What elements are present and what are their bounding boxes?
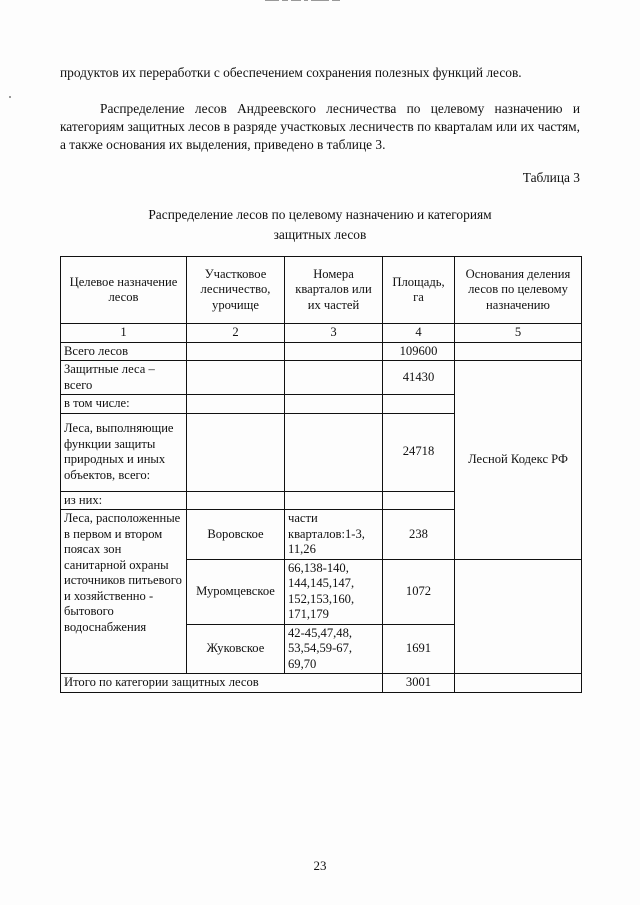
row-label: в том числе: <box>61 395 187 414</box>
forestry-cell: Жуковское <box>187 624 285 674</box>
row-label: Защитные леса – всего <box>61 361 187 395</box>
table-row <box>61 342 582 361</box>
empty-cell <box>187 413 285 491</box>
header-quarters: Номера кварталов или их частей <box>285 257 383 324</box>
scan-dot <box>9 96 11 98</box>
table-caption-line-1: Распределение лесов по целевому назначению и категориям <box>148 207 492 222</box>
column-number: 2 <box>187 324 285 343</box>
area-cell: 238 <box>383 510 455 560</box>
row-label: Леса, выполняющие функции защиты природных и иных объектов, всего: <box>61 413 187 491</box>
forestry-cell: Муромцевское <box>187 559 285 624</box>
row-label: Всего лесов <box>61 342 187 361</box>
header-purpose: Целевое назначение лесов <box>61 257 187 324</box>
basis-cell: Лесной Кодекс РФ <box>455 361 582 560</box>
table-caption-line-2: защитных лесов <box>273 227 367 242</box>
empty-cell <box>285 395 383 414</box>
header-area: Площадь, га <box>383 257 455 324</box>
column-number: 4 <box>383 324 455 343</box>
quarters-cell: 66,138-140, 144,145,147, 152,153,160, 171,179 <box>285 559 383 624</box>
empty-cell <box>383 491 455 510</box>
empty-cell <box>187 361 285 395</box>
column-number: 3 <box>285 324 383 343</box>
empty-cell <box>285 413 383 491</box>
quarters-cell: 42-45,47,48, 53,54,59-67, 69,70 <box>285 624 383 674</box>
empty-cell <box>187 342 285 361</box>
area-cell: 24718 <box>383 413 455 491</box>
table-caption <box>100 205 540 245</box>
empty-cell <box>285 342 383 361</box>
empty-cell <box>285 361 383 395</box>
area-cell: 1072 <box>383 559 455 624</box>
intro-paragraph-2: Распределение лесов Андреевского лесничества по целевому назначению и категориям защитных лесов в разряде участковых лесничеств по кварталам или их частям, а также основания их выделения, приведено в таблице 3. <box>60 101 580 152</box>
header-row <box>61 257 582 324</box>
scan-artifact <box>265 0 365 8</box>
header-basis: Основания деления лесов по целевому назначению <box>455 257 582 324</box>
page-number: 23 <box>313 858 327 873</box>
area-cell: 109600 <box>383 342 455 361</box>
empty-cell <box>455 342 582 361</box>
header-forestry: Участковое лесничество, урочище <box>187 257 285 324</box>
intro-paragraph-1: продуктов их переработки с обеспечением сохранения полезных функций лесов. <box>60 65 522 80</box>
row-label: Итого по категории защитных лесов <box>61 674 383 693</box>
area-cell: 41430 <box>383 361 455 395</box>
empty-cell <box>187 491 285 510</box>
forestry-cell: Воровское <box>187 510 285 560</box>
quarters-cell: части кварталов:1-3, 11,26 <box>285 510 383 560</box>
empty-cell <box>383 395 455 414</box>
column-number: 5 <box>455 324 582 343</box>
empty-cell <box>285 491 383 510</box>
column-number-row <box>61 324 582 343</box>
forest-distribution-table <box>60 256 582 693</box>
row-label: из них: <box>61 491 187 510</box>
table-number-label: Таблица 3 <box>522 170 580 185</box>
area-cell: 3001 <box>383 674 455 693</box>
column-number: 1 <box>61 324 187 343</box>
row-label: Леса, расположенные в первом и втором поясах зон санитарной охраны источников питьевого и хозяйственно - бытового водоснабжения <box>61 510 187 674</box>
table-row <box>61 674 582 693</box>
empty-cell <box>455 674 582 693</box>
area-cell: 1691 <box>383 624 455 674</box>
table-row <box>61 361 582 395</box>
empty-cell <box>187 395 285 414</box>
